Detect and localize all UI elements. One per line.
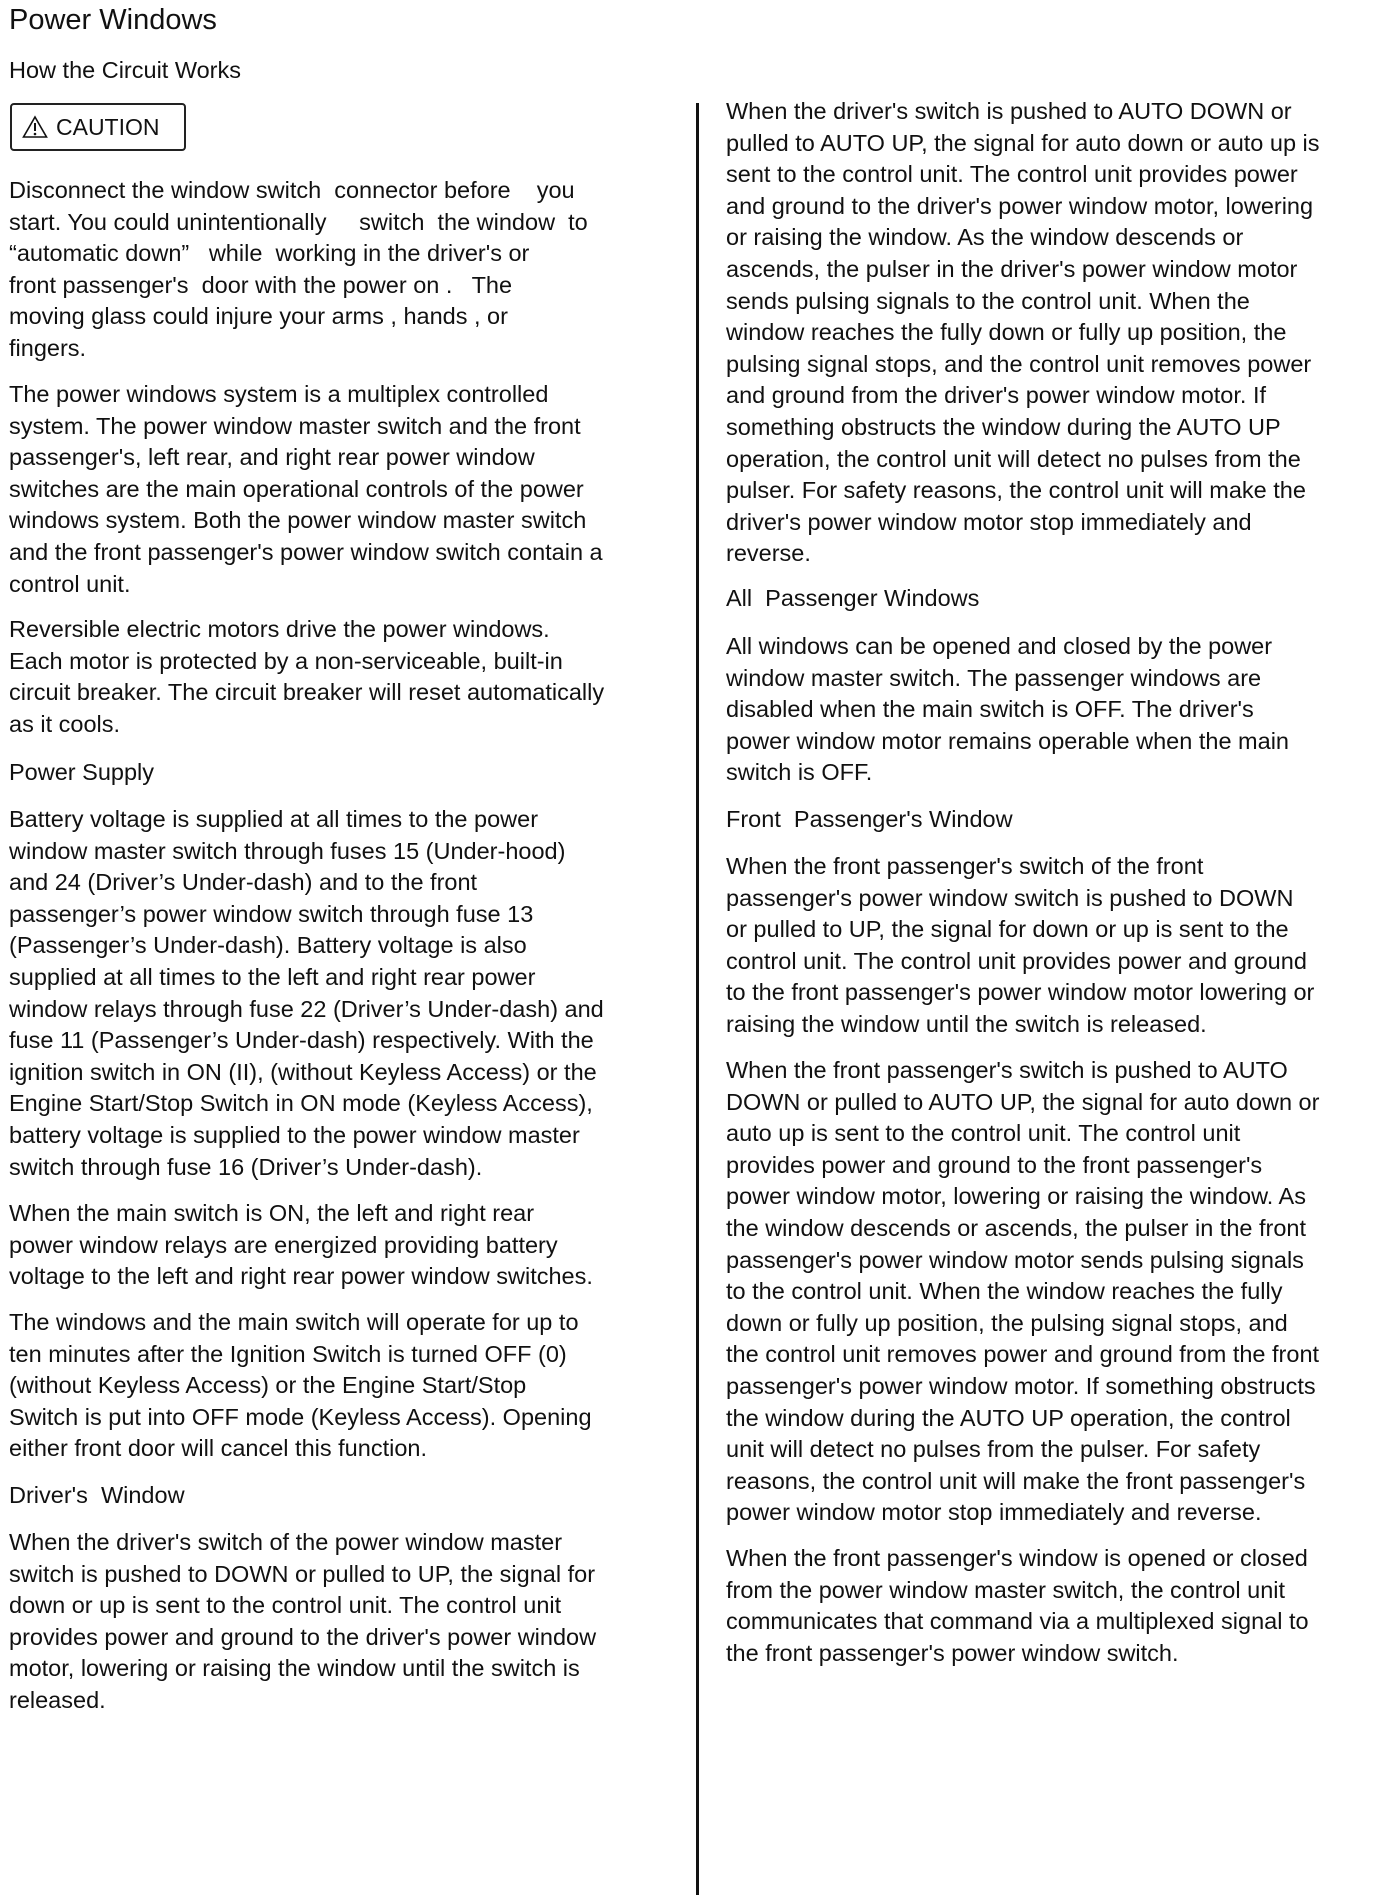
text-line: When the front passenger's switch of the front <box>726 853 1204 879</box>
text-line: circuit breaker. The circuit breaker will reset automatically <box>9 679 605 706</box>
text-line: front passenger's door with the power on . The <box>9 271 513 298</box>
text-line: window master switch through fuses 15 (Under-hood) <box>9 837 566 864</box>
text-line: disabled when the main switch is OFF. The driver's <box>726 696 1254 723</box>
text-line: windows system. Both the power window master switch <box>9 507 587 534</box>
paragraph-right <box>726 1055 1319 1529</box>
text-line: ten minutes after the Ignition Switch is turned OFF (0) <box>9 1340 567 1367</box>
paragraph-left <box>9 1198 593 1293</box>
text-line: released. <box>9 1686 106 1713</box>
paragraph-left <box>9 379 603 600</box>
warning-triangle-icon <box>22 115 48 139</box>
text-line: switches are the main operational controls of the power <box>9 475 584 502</box>
text-line: Engine Start/Stop Switch in ON mode (Keyless Access), <box>9 1090 593 1117</box>
text-line: the window descends or ascends, the pulser in the front <box>726 1214 1307 1241</box>
text-line: start. You could unintentionally switch the window to <box>9 208 588 235</box>
text-line: supplied at all times to the left and right rear power <box>9 963 536 990</box>
column-divider <box>696 103 699 1895</box>
paragraph-left <box>9 1527 596 1717</box>
text-line: When the front passenger's window is opened or closed <box>726 1545 1308 1571</box>
caution-box <box>10 103 186 151</box>
text-line: switch is pushed to DOWN or pulled to UP, the signal for <box>9 1560 596 1587</box>
text-line: provides power and ground to the front passenger's <box>726 1151 1263 1178</box>
text-line: “automatic down” while working in the driver's or <box>9 240 530 267</box>
text-line: sends pulsing signals to the control unit. When the <box>726 287 1250 314</box>
text-line: DOWN or pulled to AUTO UP, the signal for auto down or <box>726 1088 1320 1115</box>
text-line: passenger's power window motor sends pulsing signals <box>726 1246 1304 1273</box>
text-line: When the driver's switch is pushed to AUTO DOWN or <box>726 98 1292 124</box>
text-line: The windows and the main switch will operate for up to <box>9 1309 579 1335</box>
text-line: pulser. For safety reasons, the control unit will make the <box>726 477 1306 504</box>
text-line: Power Supply <box>9 759 154 785</box>
page-title: Power Windows <box>9 4 217 36</box>
text-line: Battery voltage is supplied at all times to the power <box>9 806 539 832</box>
text-line: pulled to AUTO UP, the signal for auto down or auto up is <box>726 129 1320 156</box>
text-line: power window relays are energized providing battery <box>9 1231 558 1258</box>
text-line: to the control unit. When the window reaches the fully <box>726 1278 1283 1305</box>
text-line: passenger's power window switch is pushed to DOWN <box>726 884 1294 911</box>
text-line: operation, the control unit will detect no pulses from the <box>726 445 1301 472</box>
text-line: and ground to the driver's power window motor, lowering <box>726 192 1314 219</box>
caution-label: CAUTION <box>56 113 160 140</box>
text-line: either front door will cancel this function. <box>9 1435 427 1462</box>
text-line: How the Circuit Works <box>9 57 242 83</box>
text-line: as it cools. <box>9 710 121 737</box>
paragraph-right <box>726 1543 1309 1669</box>
text-line: the control unit removes power and ground from the front <box>726 1341 1320 1368</box>
text-line: power window motor remains operable when the main <box>726 727 1289 754</box>
text-line: ascends, the pulser in the driver's power window motor <box>726 255 1298 282</box>
text-line: unit will detect no pulses from the pulser. For safety <box>726 1436 1261 1463</box>
paragraph-left <box>9 1307 592 1465</box>
text-line: pulsing signal stops, and the control unit removes power <box>726 350 1312 377</box>
text-line: ignition switch in ON (II), (without Keyless Access) or the <box>9 1058 597 1085</box>
text-line: and 24 (Driver’s Under-dash) and to the front <box>9 869 478 896</box>
text-line: and the front passenger's power window switch contain a <box>9 538 603 565</box>
text-line: the front passenger's power window switch. <box>726 1639 1179 1666</box>
text-line: window relays through fuse 22 (Driver’s Under-dash) and <box>9 995 604 1022</box>
section-heading-right <box>726 804 1013 836</box>
text-line: Each motor is protected by a non-serviceable, built-in <box>9 647 563 674</box>
text-line: and ground from the driver's power window motor. If <box>726 382 1267 409</box>
text-line: power window motor stop immediately and reverse. <box>726 1499 1262 1526</box>
text-line: fingers. <box>9 334 87 361</box>
text-line: driver's power window motor stop immediately and <box>726 508 1252 535</box>
text-line: All Passenger Windows <box>726 585 980 611</box>
text-line: reverse. <box>726 540 811 567</box>
text-line: or pulled to UP, the signal for down or up is sent to the <box>726 916 1289 943</box>
text-line: communicates that command via a multiplexed signal to <box>726 1608 1309 1635</box>
section-heading-right <box>726 583 979 615</box>
text-line: reasons, the control unit will make the front passenger's <box>726 1467 1306 1494</box>
text-line: Driver's Window <box>9 1482 185 1508</box>
text-line: battery voltage is supplied to the power window master <box>9 1121 580 1148</box>
text-line: the window during the AUTO UP operation, the control <box>726 1404 1291 1431</box>
text-line: something obstructs the window during the AUTO UP <box>726 413 1281 440</box>
paragraph-left <box>9 175 588 365</box>
text-line: Front Passenger's Window <box>726 806 1013 832</box>
text-line: or raising the window. As the window descends or <box>726 224 1244 251</box>
paragraph-right <box>726 96 1320 570</box>
text-line: switch through fuse 16 (Driver’s Under-dash). <box>9 1153 483 1180</box>
text-line: When the front passenger's switch is pushed to AUTO <box>726 1057 1288 1083</box>
text-line: passenger's power window motor. If something obstructs <box>726 1372 1316 1399</box>
text-line: control unit. <box>9 570 131 597</box>
text-line: motor, lowering or raising the window until the switch is <box>9 1655 580 1682</box>
paragraph-right <box>726 851 1314 1041</box>
paragraph-left <box>9 804 604 1183</box>
text-line: control unit. The control unit provides power and ground <box>726 947 1307 974</box>
text-line: (Passenger’s Under-dash). Battery voltage is also <box>9 932 527 959</box>
section-heading-left <box>9 757 154 789</box>
text-line: system. The power window master switch and the front <box>9 412 581 439</box>
paragraph-left <box>9 614 604 740</box>
text-line: fuse 11 (Passenger’s Under-dash) respectively. With the <box>9 1027 594 1054</box>
text-line: When the driver's switch of the power window master <box>9 1529 563 1555</box>
text-line: down or fully up position, the pulsing signal stops, and <box>726 1309 1288 1336</box>
text-line: passenger’s power window switch through fuse 13 <box>9 900 534 927</box>
text-line: All windows can be opened and closed by the power <box>726 633 1273 659</box>
paragraph-right <box>726 631 1289 789</box>
text-line: to the front passenger's power window motor lowering or <box>726 979 1315 1006</box>
text-line: passenger's, left rear, and right rear power window <box>9 444 535 471</box>
text-line: power window motor, lowering or raising the window. As <box>726 1183 1306 1210</box>
text-line: raising the window until the switch is released. <box>726 1010 1207 1037</box>
text-line: window master switch. The passenger windows are <box>726 664 1262 691</box>
text-line: sent to the control unit. The control unit provides power <box>726 161 1298 188</box>
text-line: moving glass could injure your arms , hands , or <box>9 303 508 330</box>
text-line: down or up is sent to the control unit. The control unit <box>9 1592 562 1619</box>
text-line: When the main switch is ON, the left and right rear <box>9 1200 535 1226</box>
section-heading-left <box>9 55 241 87</box>
text-line: from the power window master switch, the control unit <box>726 1576 1286 1603</box>
text-line: (without Keyless Access) or the Engine Start/Stop <box>9 1372 527 1399</box>
text-line: window reaches the fully down or fully up position, the <box>726 319 1287 346</box>
section-heading-left <box>9 1480 185 1512</box>
text-line: voltage to the left and right rear power window switches. <box>9 1263 593 1290</box>
text-line: provides power and ground to the driver's power window <box>9 1623 597 1650</box>
text-line: Disconnect the window switch connector before you <box>9 177 575 203</box>
text-line: The power windows system is a multiplex controlled <box>9 381 549 407</box>
text-line: switch is OFF. <box>726 759 873 786</box>
text-line: Switch is put into OFF mode (Keyless Access). Opening <box>9 1403 592 1430</box>
text-line: auto up is sent to the control unit. The control unit <box>726 1120 1241 1147</box>
text-line: Reversible electric motors drive the power windows. <box>9 616 550 642</box>
